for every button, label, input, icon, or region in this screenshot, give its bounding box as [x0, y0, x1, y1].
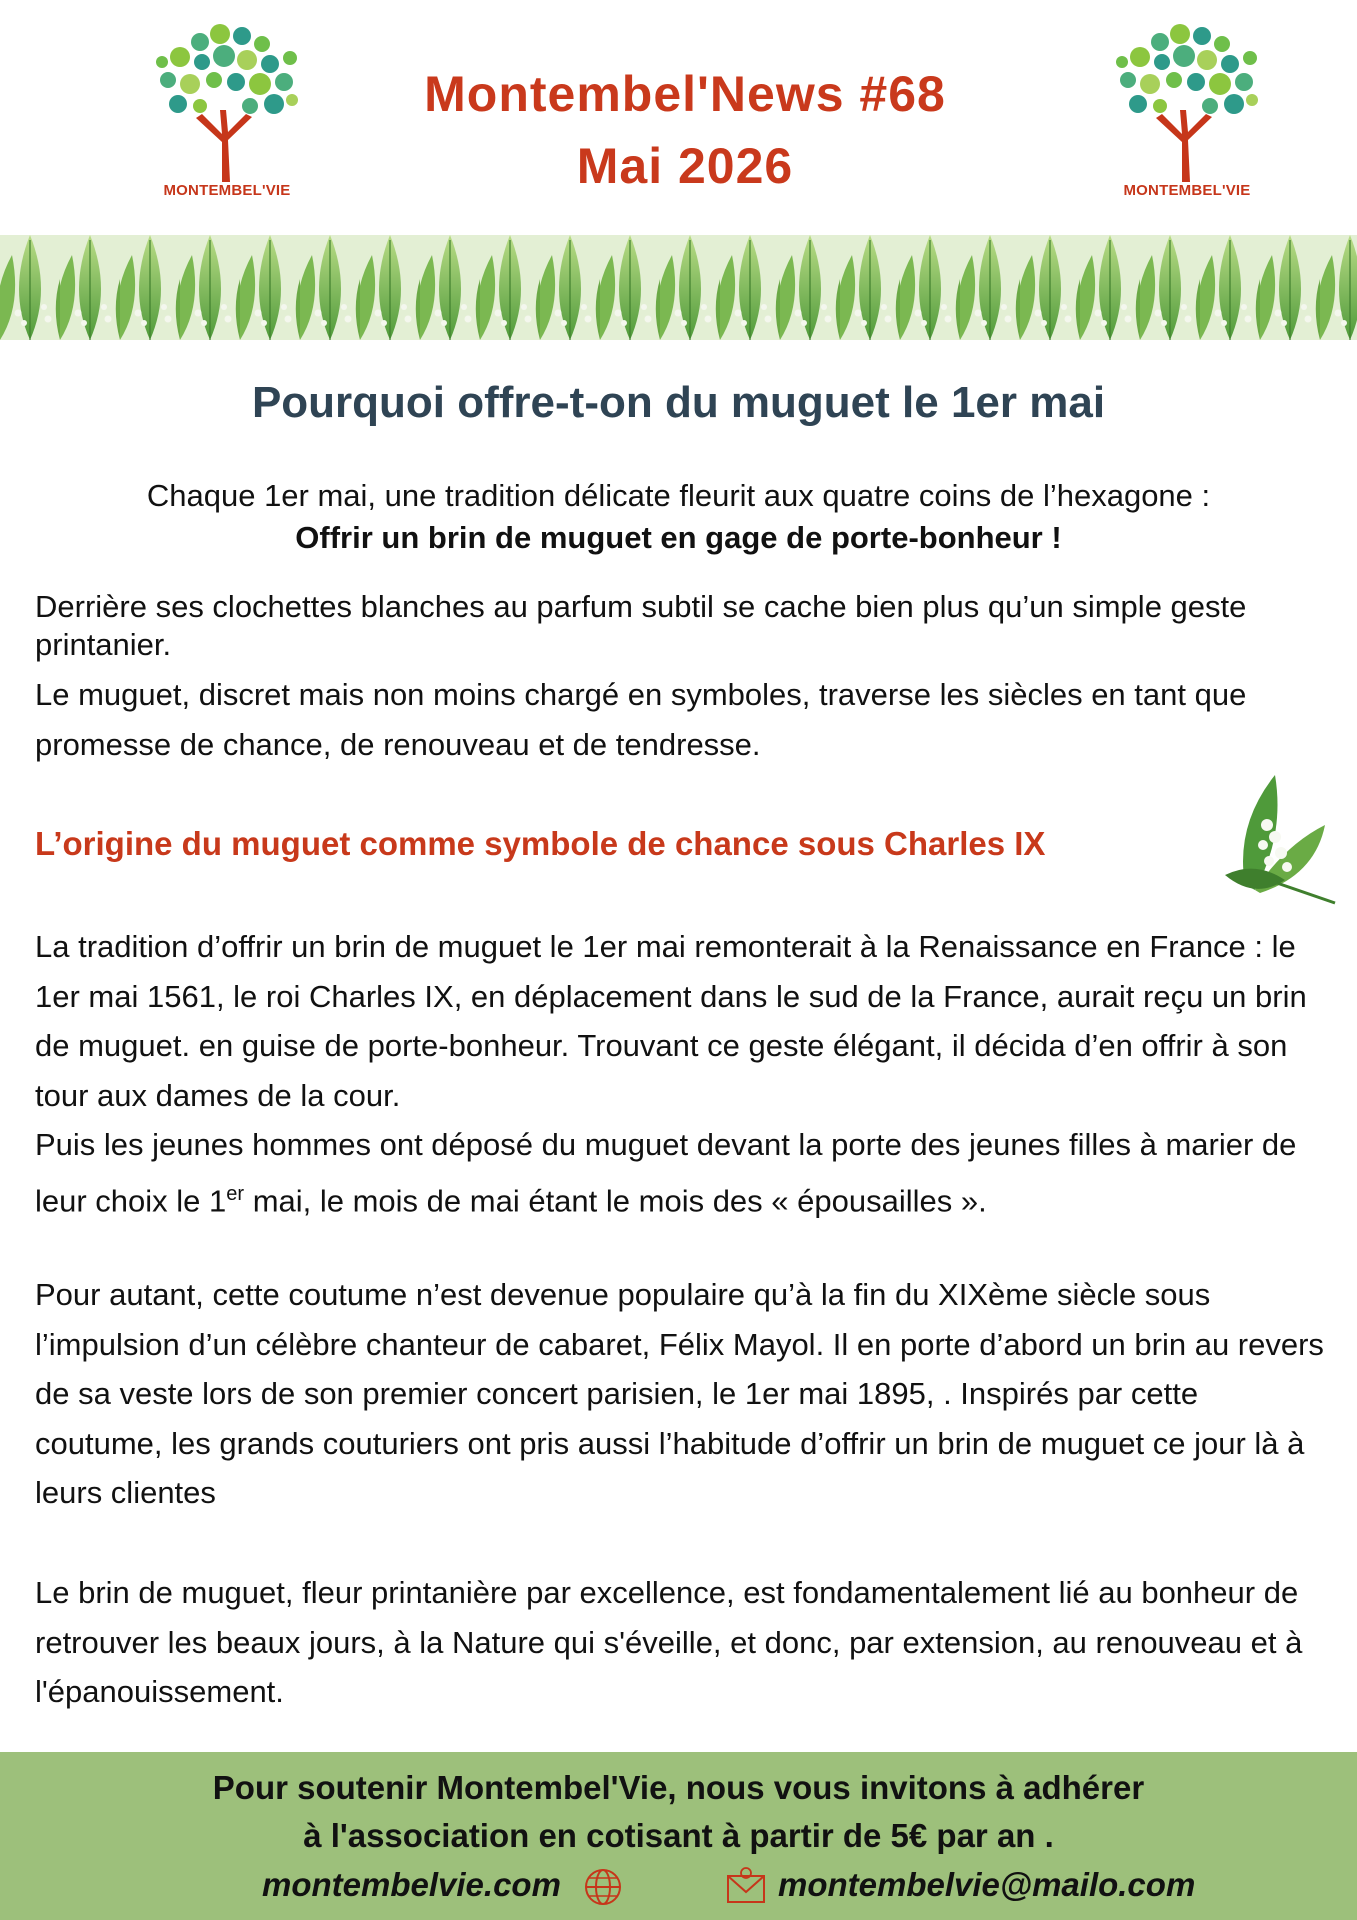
email-link[interactable]: montembelvie@mailo.com [778, 1866, 1196, 1903]
newsletter-header [0, 0, 1357, 235]
article-title: Pourquoi offre-t-on du muguet le 1er mai [251, 378, 1106, 427]
logo-text: MONTEMBEL'VIE [163, 182, 291, 199]
newsletter-issue: Montembel'News #68 [424, 66, 946, 122]
footer-line-1: Pour soutenir Montembel'Vie, nous vous invitons à adhérer [212, 1769, 1145, 1806]
lily-of-the-valley-image [1215, 765, 1340, 905]
paragraph-1a: Derrière ses clochettes blanches au parfum subtil se cache bien plus qu’un simple geste printanier. [35, 589, 1247, 662]
lily-of-the-valley-banner [0, 235, 1357, 340]
paragraph-4: Le brin de muguet, fleur printanière par excellence, est fondamentalement lié au bonheur de retrouver les beaux jours, à la Nature qui s'éveille, et donc, par extension, au renouveau et à l'épanouissement. [35, 1575, 1303, 1709]
montembel-vie-logo [1102, 22, 1272, 207]
montembel-vie-logo [142, 22, 312, 207]
paragraph-2-text: La tradition d’offrir un brin de muguet le 1er mai remonterait à la Renaissance en France : le 1er mai 1561, le roi Charles IX, en déplacement dans le sud de la France, aurait reçu un brin de muguet. en guise de porte-bonheur. Trouvant ce geste élégant, il décida d’en offrir à son tour aux dames de la cour. [35, 929, 1307, 1113]
newsletter-date: Mai 2026 [576, 138, 794, 194]
section-title: L’origine du muguet comme symbole de chance sous Charles IX [35, 825, 1046, 862]
envelope-icon [725, 1866, 767, 1908]
website-link[interactable]: montembelvie.com [262, 1866, 561, 1903]
newsletter-title [330, 58, 1040, 202]
paragraph-2b-text: Puis les jeunes hommes ont déposé du muguet devant la porte des jeunes filles à marier de leur choix le 1 [35, 1127, 1297, 1218]
globe-icon [582, 1866, 624, 1908]
paragraph-2 [35, 922, 1330, 1225]
paragraph-3: Pour autant, cette coutume n’est devenue populaire qu’à la fin du XIXème siècle sous l’impulsion d’un célèbre chanteur de cabaret, Félix Mayol. Il en porte d’abord un brin au revers de sa veste lors de son premier concert parisien, le 1er mai 1895, . Inspirés par cette coutume, les grands couturiers ont pris aussi l’habitude d’offrir un brin de muguet ce jour là à leurs clientes [35, 1277, 1324, 1510]
superscript-er: er [226, 1182, 245, 1205]
intro-highlight: Offrir un brin de muguet en gage de porte-bonheur ! [295, 520, 1062, 555]
intro-text: Chaque 1er mai, une tradition délicate fleurit aux quatre coins de l’hexagone : [146, 478, 1211, 513]
paragraph-1b: Le muguet, discret mais non moins chargé en symboles, traverse les siècles en tant que promesse de chance, de renouveau et de tendresse. [35, 677, 1247, 762]
footer-line-2: à l'association en cotisant à partir de 5€ par an . [303, 1817, 1054, 1854]
logo-text: MONTEMBEL'VIE [1123, 182, 1251, 199]
intro [40, 475, 1317, 559]
support-footer [0, 1752, 1357, 1920]
paragraph-2b-end: mai, le mois de mai étant le mois des « épousailles ». [244, 1182, 987, 1218]
